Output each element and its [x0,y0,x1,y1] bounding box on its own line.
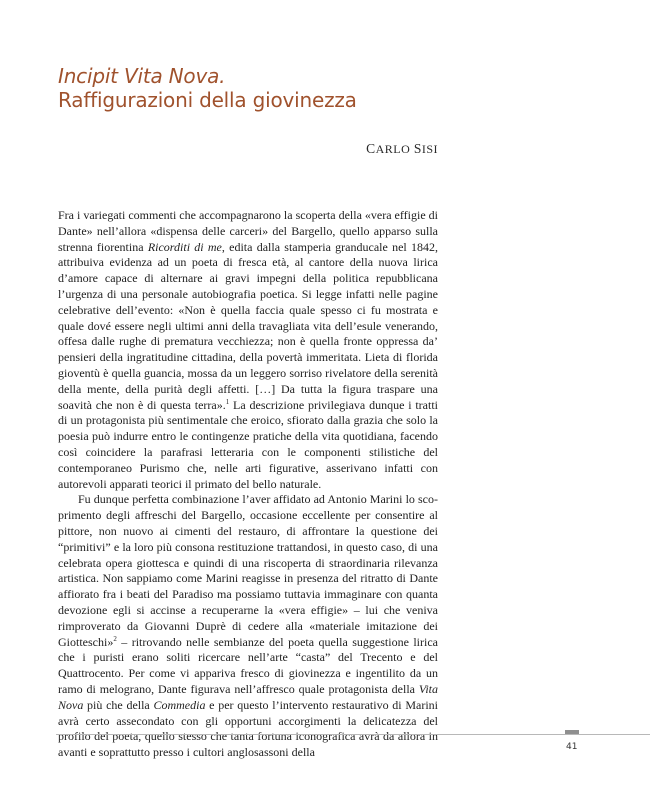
paragraph-2-text-a: Fu dunque perfetta combinazione l’aver affidato ad Antonio Marini lo scoprimento degli affreschi del Bargello, occasione eccellente per consentire al pittore, non nuovo ai cimenti del restauro, di affrontare la questione dei “primitivi” e la loro più consona restituzione trattandosi, in questo caso, di una celebrata opera giottesca e quindi di una riscoperta di straordinaria rilevanza artistica. Non sappiamo come Marini reagisse in presenza del ritratto di Dante affiorato fra i beati del Paradiso ma possiamo tuttavia immaginare con quanta devozione egli si accinse a recuperarne la «vera effigie» – lui che veniva rimproverato da Giovanni Duprè di cedere alla «materiale imitazione dei Giotteschi» [58,492,438,649]
paragraph-1 [58,208,438,492]
book-title-ricorditi: Ricorditi di me [147,239,222,254]
footnote-ref-1: 1 [225,397,230,406]
title-period: . [219,64,226,88]
paragraph-2 [58,492,438,761]
paragraph-2-text-c: più che della [83,697,154,712]
page-number: 41 [566,742,578,752]
author-first-initial: C [366,141,376,156]
paragraph-2-text-d: e per questo l’intervento restaurativo di Marini avrà certo assecondato con gli opportuni accorgimenti la delicatezza del profilo del poeta, quello stesso che tanta fortuna iconografica avrà da allora in avanti e soprattutto presso i cultori anglosassoni della [58,697,438,760]
author-last-initial: S [413,141,422,156]
article-title [58,64,458,112]
paragraph-2-text-b: – ritrovando nelle sembianze del poeta quella suggestione lirica che i puristi erano soliti ricercare nell’arte “casta” del Trecento e del Quattrocento. Per come vi appariva fresco di giovinezza e ingentilito da un ramo di melograno, Dante figurava nell’affresco quale protagonista della [58,634,438,696]
author-first-rest: ARLO [375,142,411,156]
title-italic: Incipit Vita Nova [58,64,220,88]
book-title-vita-nova: Vita Nova [58,681,438,712]
footnote-ref-2: 2 [113,634,117,643]
author-last-rest: ISI [421,142,438,156]
footer-marker [565,730,579,734]
footer-rule [56,734,650,735]
paragraph-1-text-a: Fra i variegati commenti che accompagnarono la scoperta della «vera effigie di Dante» nell’allora «dispensa delle carceri» del Bargello, quello apparso sulla strenna fiorentina [58,208,438,254]
author-name [366,141,438,157]
paragraph-1-text-b: , edita dalla stamperia granducale nel 1842, attribuiva evidenza ad un poeta di fresca età, al cantore della nuova lirica d’amore capace di alternare ai gravi impegni della politica repubblicana l’urgenza di una personale autobiografia poetica. Si legge infatti nelle pagine celebrative dell’evento: «Non è quella faccia quale spesso ci fu mostrata e quale dové essere negli ultimi anni della travagliata vita dell’esule venerando, offesa dalle rughe di prematura vecchiezza; non è quella fronte oppressa da’ pensieri della ingratitudine cittadina, della povertà immeritata. Lieta di florida gioventù è quella guancia, mossa da un leggero sorriso rivelatore della serenità della mente, della purità degli affetti. […] Da tutta la figura traspare una soavità che non è di questa terra». [58,239,438,412]
book-title-commedia: Commedia [153,697,206,712]
title-line-2: Raffigurazioni della giovinezza [58,88,357,112]
title-line-1 [58,64,458,88]
paragraph-1-text-c: La descrizione privilegiava dunque i tratti di un protagonista più sentimentale che eroico, sfiorato dalla grazia che solo la poesia può indurre entro le contingenze pratiche della vita quotidiana, facendo così coincidere la parafrasi letteraria con le componenti stilistiche del contemporaneo Purismo che, nelle arti figurative, asserivano infatti con autorevoli apparati teorici il primato del bello naturale. [58,397,438,491]
article-body [58,208,438,761]
